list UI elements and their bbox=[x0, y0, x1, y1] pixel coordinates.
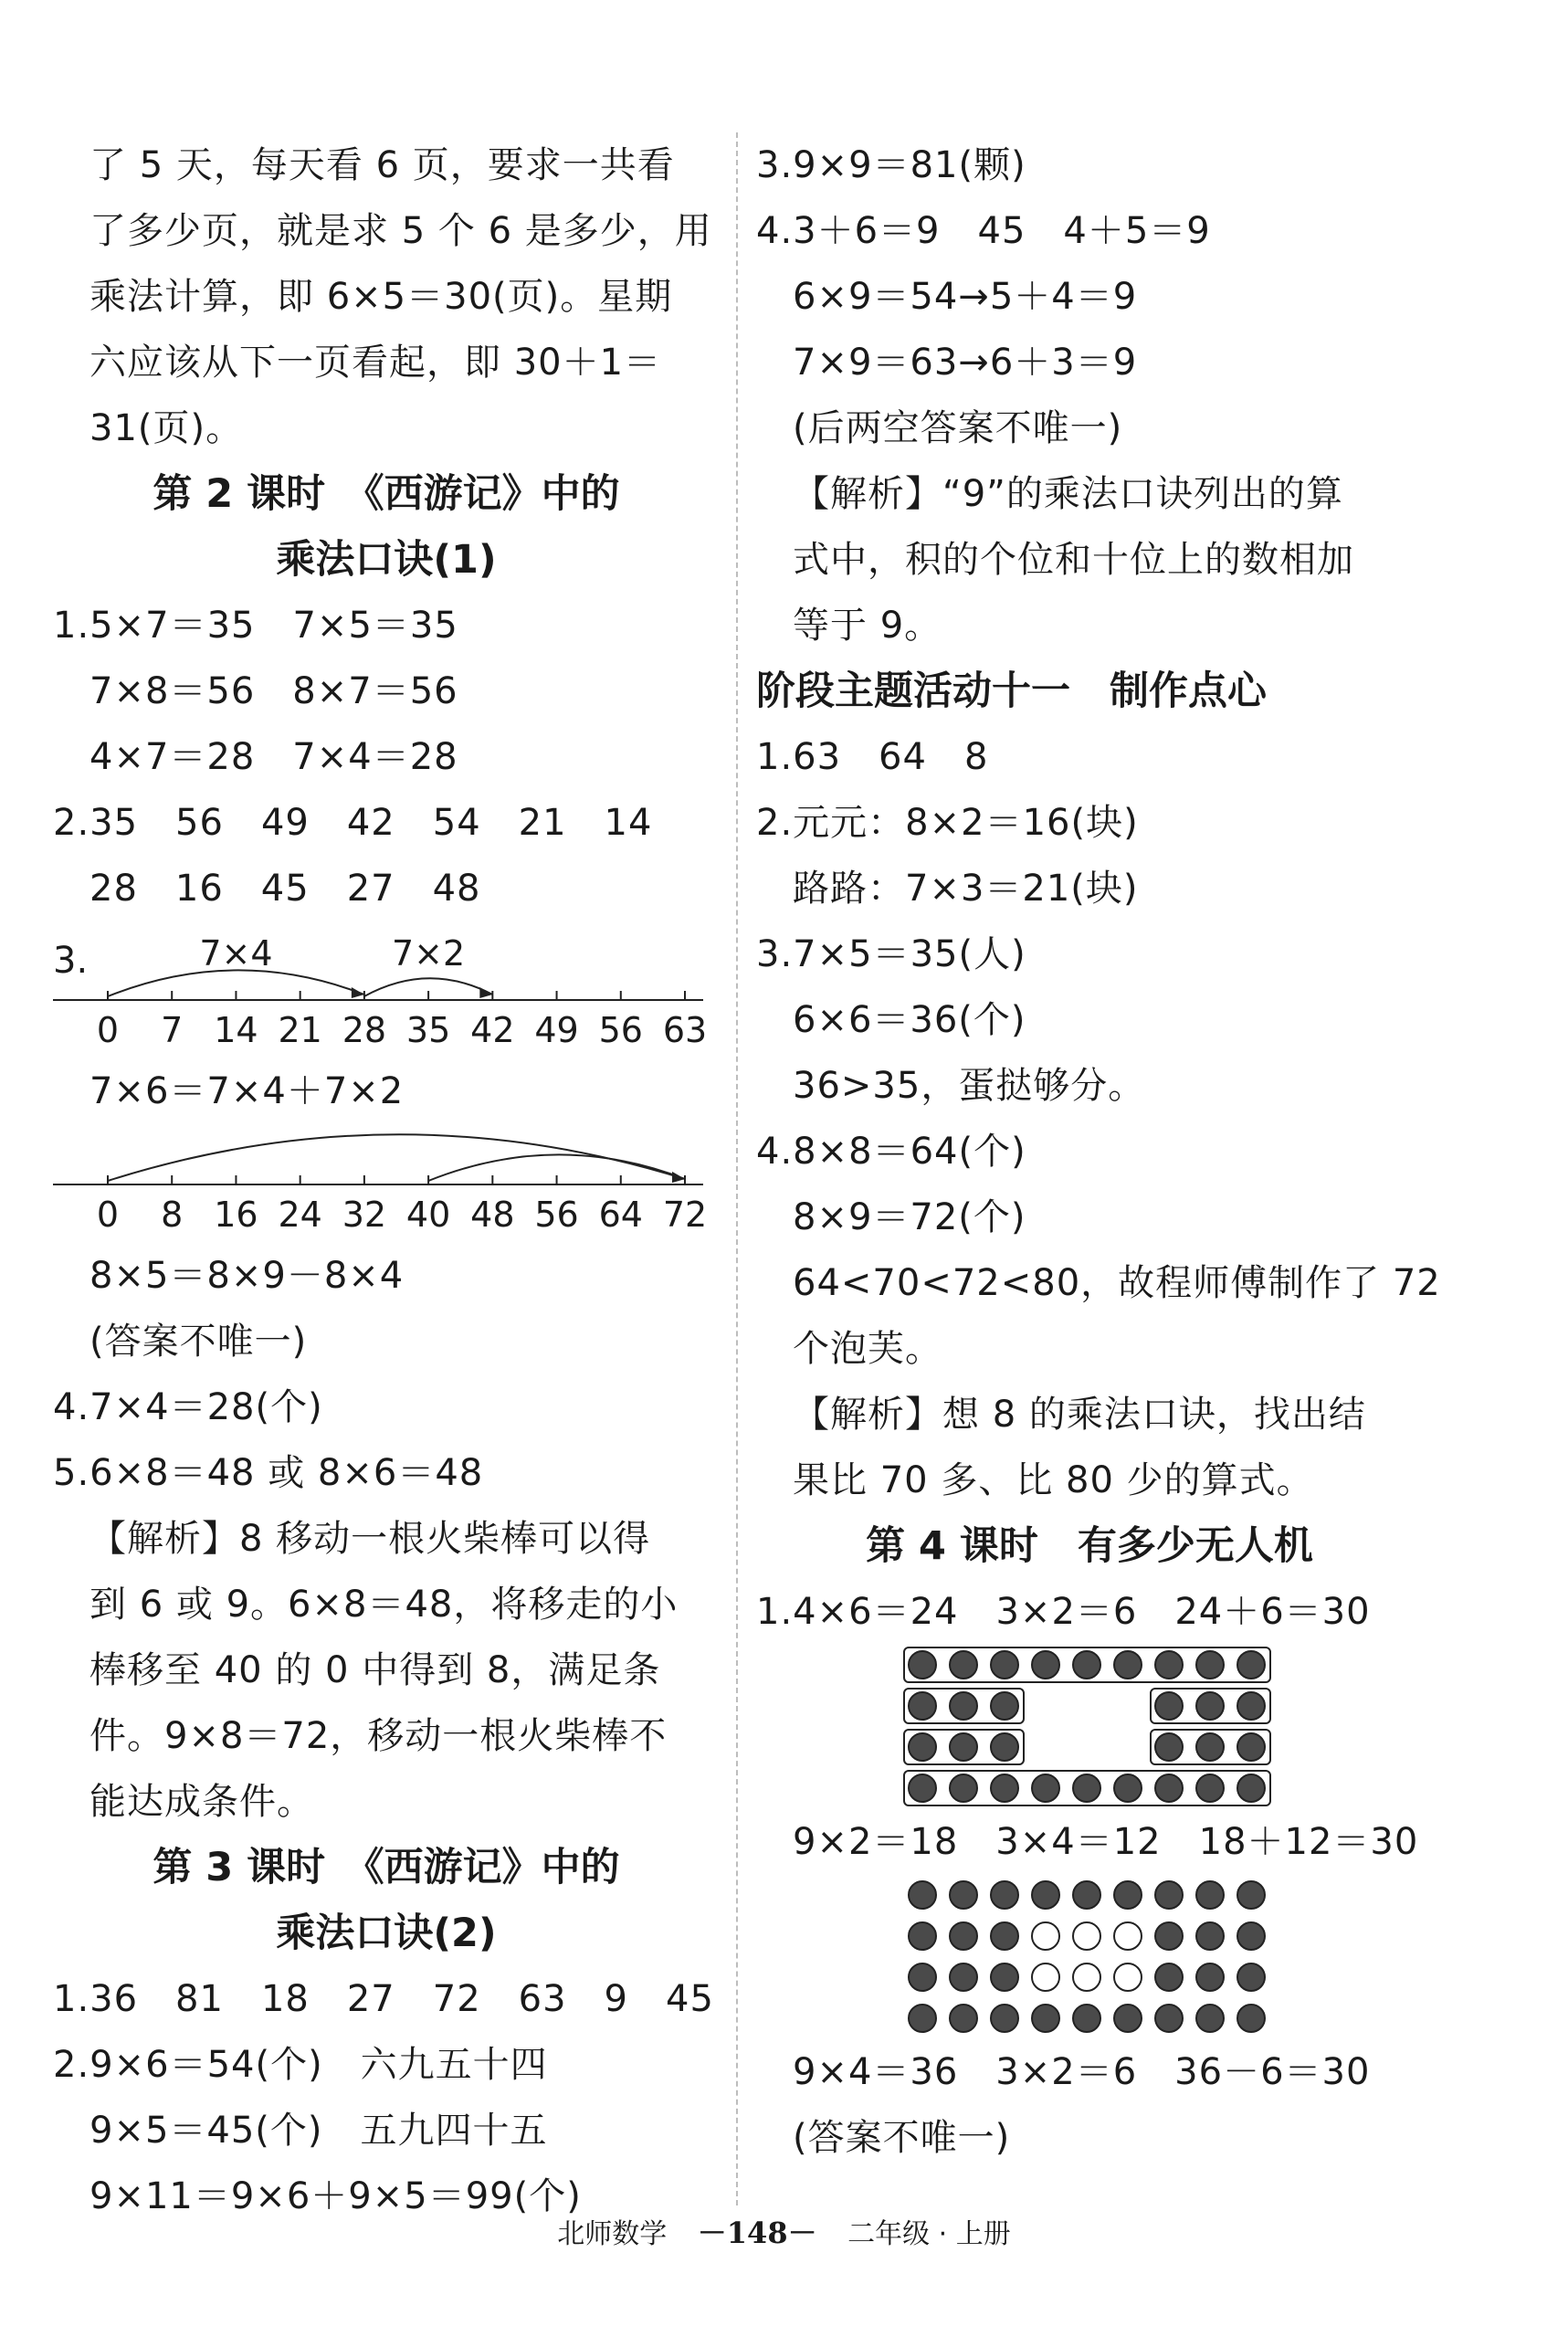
tick-label: 64 bbox=[598, 1195, 643, 1235]
hollow-dot bbox=[1114, 1963, 1142, 1991]
arc-label: 7×4 bbox=[199, 933, 273, 974]
tick-label: 16 bbox=[214, 1195, 258, 1235]
filled-dot bbox=[1032, 2005, 1059, 2032]
text-line: 9×4＝36 3×2＝6 36－6＝30 bbox=[793, 2051, 1371, 2093]
arc-label: 7×2 bbox=[392, 933, 466, 974]
text-line: 7×9＝63→6＋3＝9 bbox=[793, 342, 1138, 384]
tick-label: 32 bbox=[342, 1195, 387, 1235]
filled-dot bbox=[950, 1774, 977, 1802]
text-line: 1.36 81 18 27 72 63 9 45 bbox=[53, 1978, 714, 2020]
right-column bbox=[756, 132, 1441, 2171]
filled-dot bbox=[909, 1733, 936, 1761]
filled-dot bbox=[909, 1881, 936, 1909]
filled-dot bbox=[1155, 1692, 1183, 1720]
text-line: 1.4×6＝24 3×2＝6 24＋6＝30 bbox=[756, 1591, 1371, 1633]
text-line: (答案不唯一) bbox=[793, 2117, 1011, 2159]
filled-dot bbox=[991, 1692, 1018, 1720]
tick-label: 0 bbox=[96, 1010, 120, 1050]
filled-dot bbox=[1155, 2005, 1183, 2032]
text-line: 3.7×5＝35(人) bbox=[756, 933, 1026, 975]
filled-dot bbox=[909, 1922, 936, 1950]
filled-dot bbox=[1196, 1733, 1224, 1761]
tick-label: 56 bbox=[534, 1195, 579, 1235]
text-line: 【解析】想 8 的乘法口诀，找出结 bbox=[793, 1394, 1366, 1436]
text-line: 64<70<72<80，故程师傅制作了 72 bbox=[793, 1262, 1441, 1304]
text-line: 36>35，蛋挞够分。 bbox=[793, 1065, 1146, 1107]
filled-dot bbox=[1155, 1651, 1183, 1679]
filled-dot bbox=[950, 1733, 977, 1761]
text-line: 2.35 56 49 42 54 21 14 bbox=[53, 802, 653, 844]
tick-label: 28 bbox=[342, 1010, 387, 1050]
text-line: 9×2＝18 3×4＝12 18＋12＝30 bbox=[793, 1821, 1419, 1863]
filled-dot bbox=[1196, 1651, 1224, 1679]
filled-dot bbox=[1237, 1733, 1265, 1761]
text-line: 4.8×8＝64(个) bbox=[756, 1131, 1026, 1173]
text-line: 9×11＝9×6＋9×5＝99(个) bbox=[89, 2175, 582, 2217]
filled-dot bbox=[1237, 1774, 1265, 1802]
filled-dot bbox=[1155, 1733, 1183, 1761]
text-line: 8×9＝72(个) bbox=[793, 1196, 1026, 1238]
filled-dot bbox=[909, 2005, 936, 2032]
column-divider bbox=[736, 132, 738, 2205]
filled-dot bbox=[1114, 1881, 1142, 1909]
text-line: 4.3＋6＝9 45 4＋5＝9 bbox=[756, 210, 1211, 252]
text-line: 4.7×4＝28(个) bbox=[53, 1386, 323, 1428]
hollow-dot bbox=[1073, 1922, 1100, 1950]
filled-dot bbox=[909, 1963, 936, 1991]
text-line: 3.9×9＝81(颗) bbox=[756, 144, 1026, 186]
filled-dot bbox=[991, 1733, 1018, 1761]
text-line: 5.6×8＝48 或 8×6＝48 bbox=[53, 1452, 484, 1494]
tick-label: 24 bbox=[278, 1195, 322, 1235]
filled-dot bbox=[991, 1922, 1018, 1950]
filled-dot bbox=[1114, 1651, 1142, 1679]
text-line: 31(页)。 bbox=[89, 407, 244, 449]
hollow-dot bbox=[1073, 1963, 1100, 1991]
text-line: 能达成条件。 bbox=[89, 1781, 314, 1823]
filled-dot bbox=[1196, 1881, 1224, 1909]
text-line: 6×6＝36(个) bbox=[793, 999, 1026, 1041]
text-line: 7×6＝7×4＋7×2 bbox=[89, 1070, 405, 1112]
filled-dot bbox=[1196, 1963, 1224, 1991]
filled-dot bbox=[950, 1881, 977, 1909]
dot-array-grouped bbox=[756, 1645, 1423, 1809]
text-line: 了多少页，就是求 5 个 6 是多少，用 bbox=[89, 210, 712, 252]
filled-dot bbox=[1196, 2005, 1224, 2032]
filled-dot bbox=[1237, 1651, 1265, 1679]
filled-dot bbox=[991, 2005, 1018, 2032]
text-line: 2.元元：8×2＝16(块) bbox=[756, 802, 1139, 844]
text-line: 【解析】“9”的乘法口诀列出的算 bbox=[793, 473, 1343, 515]
text-line: 2.9×6＝54(个) 六九五十四 bbox=[53, 2044, 548, 2086]
filled-dot bbox=[1237, 1881, 1265, 1909]
filled-dot bbox=[1237, 1963, 1265, 1991]
text-line: 4×7＝28 7×4＝28 bbox=[89, 736, 458, 778]
footer-grade: 二年级 · 上册 bbox=[847, 2218, 1011, 2250]
text-line: 路路：7×3＝21(块) bbox=[793, 868, 1139, 910]
tick-label: 14 bbox=[214, 1010, 258, 1050]
section-heading: 第 3 课时 《西游记》中的 bbox=[153, 1845, 620, 1890]
filled-dot bbox=[909, 1651, 936, 1679]
filled-dot bbox=[1237, 2005, 1265, 2032]
filled-dot bbox=[1237, 1922, 1265, 1950]
tick-label: 35 bbox=[405, 1010, 451, 1050]
text-line: 28 16 45 27 48 bbox=[89, 868, 481, 910]
arrow-head-icon bbox=[352, 987, 364, 998]
filled-dot bbox=[950, 1651, 977, 1679]
tick-label: 48 bbox=[470, 1195, 515, 1235]
hollow-dot bbox=[1032, 1922, 1059, 1950]
tick-label: 72 bbox=[662, 1195, 708, 1235]
dot-array-hollow bbox=[756, 1875, 1423, 2039]
filled-dot bbox=[950, 1692, 977, 1720]
filled-dot bbox=[1114, 1774, 1142, 1802]
tick-label: 7 bbox=[161, 1010, 184, 1050]
text-line: (后两空答案不唯一) bbox=[793, 407, 1123, 449]
section-heading: 乘法口诀(2) bbox=[276, 1911, 497, 1956]
filled-dot bbox=[1237, 1692, 1265, 1720]
tick-label: 63 bbox=[662, 1010, 708, 1050]
text-line: 式中，积的个位和十位上的数相加 bbox=[793, 539, 1354, 581]
filled-dot bbox=[1073, 2005, 1100, 2032]
filled-dot bbox=[1032, 1651, 1059, 1679]
section-heading: 阶段主题活动十一 制作点心 bbox=[756, 668, 1267, 714]
filled-dot bbox=[1196, 1774, 1224, 1802]
text-line: 【解析】8 移动一根火柴棒可以得 bbox=[89, 1518, 651, 1560]
filled-dot bbox=[1114, 2005, 1142, 2032]
filled-dot bbox=[991, 1651, 1018, 1679]
text-line: 等于 9。 bbox=[793, 605, 942, 647]
filled-dot bbox=[1073, 1774, 1100, 1802]
text-line: 7×8＝56 8×7＝56 bbox=[89, 670, 458, 712]
filled-dot bbox=[1196, 1692, 1224, 1720]
section-heading: 乘法口诀(1) bbox=[276, 537, 497, 583]
arrow-head-icon bbox=[672, 1172, 685, 1183]
filled-dot bbox=[950, 1963, 977, 1991]
text-line: 到 6 或 9。6×8＝48，将移走的小 bbox=[89, 1584, 679, 1626]
tick-label: 42 bbox=[470, 1010, 515, 1050]
question-number: 3. bbox=[53, 940, 89, 982]
tick-label: 49 bbox=[534, 1010, 579, 1050]
text-line: 六应该从下一页看起，即 30＋1＝ bbox=[89, 342, 662, 384]
tick-label: 56 bbox=[598, 1010, 643, 1050]
filled-dot bbox=[1073, 1651, 1100, 1679]
section-heading: 第 2 课时 《西游记》中的 bbox=[153, 471, 620, 517]
text-line: 6×9＝54→5＋4＝9 bbox=[793, 276, 1138, 318]
filled-dot bbox=[950, 1922, 977, 1950]
footer-book-title: 北师数学 bbox=[557, 2218, 668, 2250]
left-column bbox=[53, 132, 720, 2229]
filled-dot bbox=[950, 2005, 977, 2032]
text-line: 9×5＝45(个) 五九四十五 bbox=[89, 2110, 548, 2152]
filled-dot bbox=[991, 1963, 1018, 1991]
filled-dot bbox=[1032, 1881, 1059, 1909]
filled-dot bbox=[991, 1774, 1018, 1802]
tick-label: 8 bbox=[161, 1195, 184, 1235]
numline2-number-line bbox=[53, 1124, 720, 1243]
page-footer bbox=[0, 2210, 1568, 2252]
hollow-dot bbox=[1032, 1963, 1059, 1991]
filled-dot bbox=[1155, 1963, 1183, 1991]
text-line: 了 5 天，每天看 6 页，要求一共看 bbox=[89, 144, 675, 186]
hollow-dot bbox=[1114, 1922, 1142, 1950]
filled-dot bbox=[909, 1774, 936, 1802]
filled-dot bbox=[1073, 1881, 1100, 1909]
text-line: 件。9×8＝72，移动一根火柴棒不 bbox=[89, 1715, 668, 1757]
text-line: 果比 70 多、比 80 少的算式。 bbox=[793, 1459, 1314, 1501]
section-heading: 第 4 课时 有多少无人机 bbox=[866, 1523, 1313, 1569]
text-line: 棒移至 40 的 0 中得到 8，满足条 bbox=[89, 1649, 661, 1691]
numline1-number-line bbox=[53, 921, 720, 1058]
filled-dot bbox=[909, 1692, 936, 1720]
text-line: (答案不唯一) bbox=[89, 1321, 308, 1363]
filled-dot bbox=[1155, 1922, 1183, 1950]
text-line: 8×5＝8×9－8×4 bbox=[89, 1255, 405, 1297]
filled-dot bbox=[1155, 1774, 1183, 1802]
text-line: 乘法计算，即 6×5＝30(页)。星期 bbox=[89, 276, 673, 318]
tick-label: 0 bbox=[96, 1195, 120, 1235]
text-line: 1.5×7＝35 7×5＝35 bbox=[53, 605, 458, 647]
tick-label: 21 bbox=[278, 1010, 322, 1050]
text-line: 个泡芙。 bbox=[793, 1328, 942, 1370]
tick-label: 40 bbox=[405, 1195, 451, 1235]
text-line: 1.63 64 8 bbox=[756, 736, 989, 778]
filled-dot bbox=[1196, 1922, 1224, 1950]
filled-dot bbox=[1155, 1881, 1183, 1909]
page-number: －148－ bbox=[697, 2216, 817, 2250]
filled-dot bbox=[1032, 1774, 1059, 1802]
filled-dot bbox=[991, 1881, 1018, 1909]
